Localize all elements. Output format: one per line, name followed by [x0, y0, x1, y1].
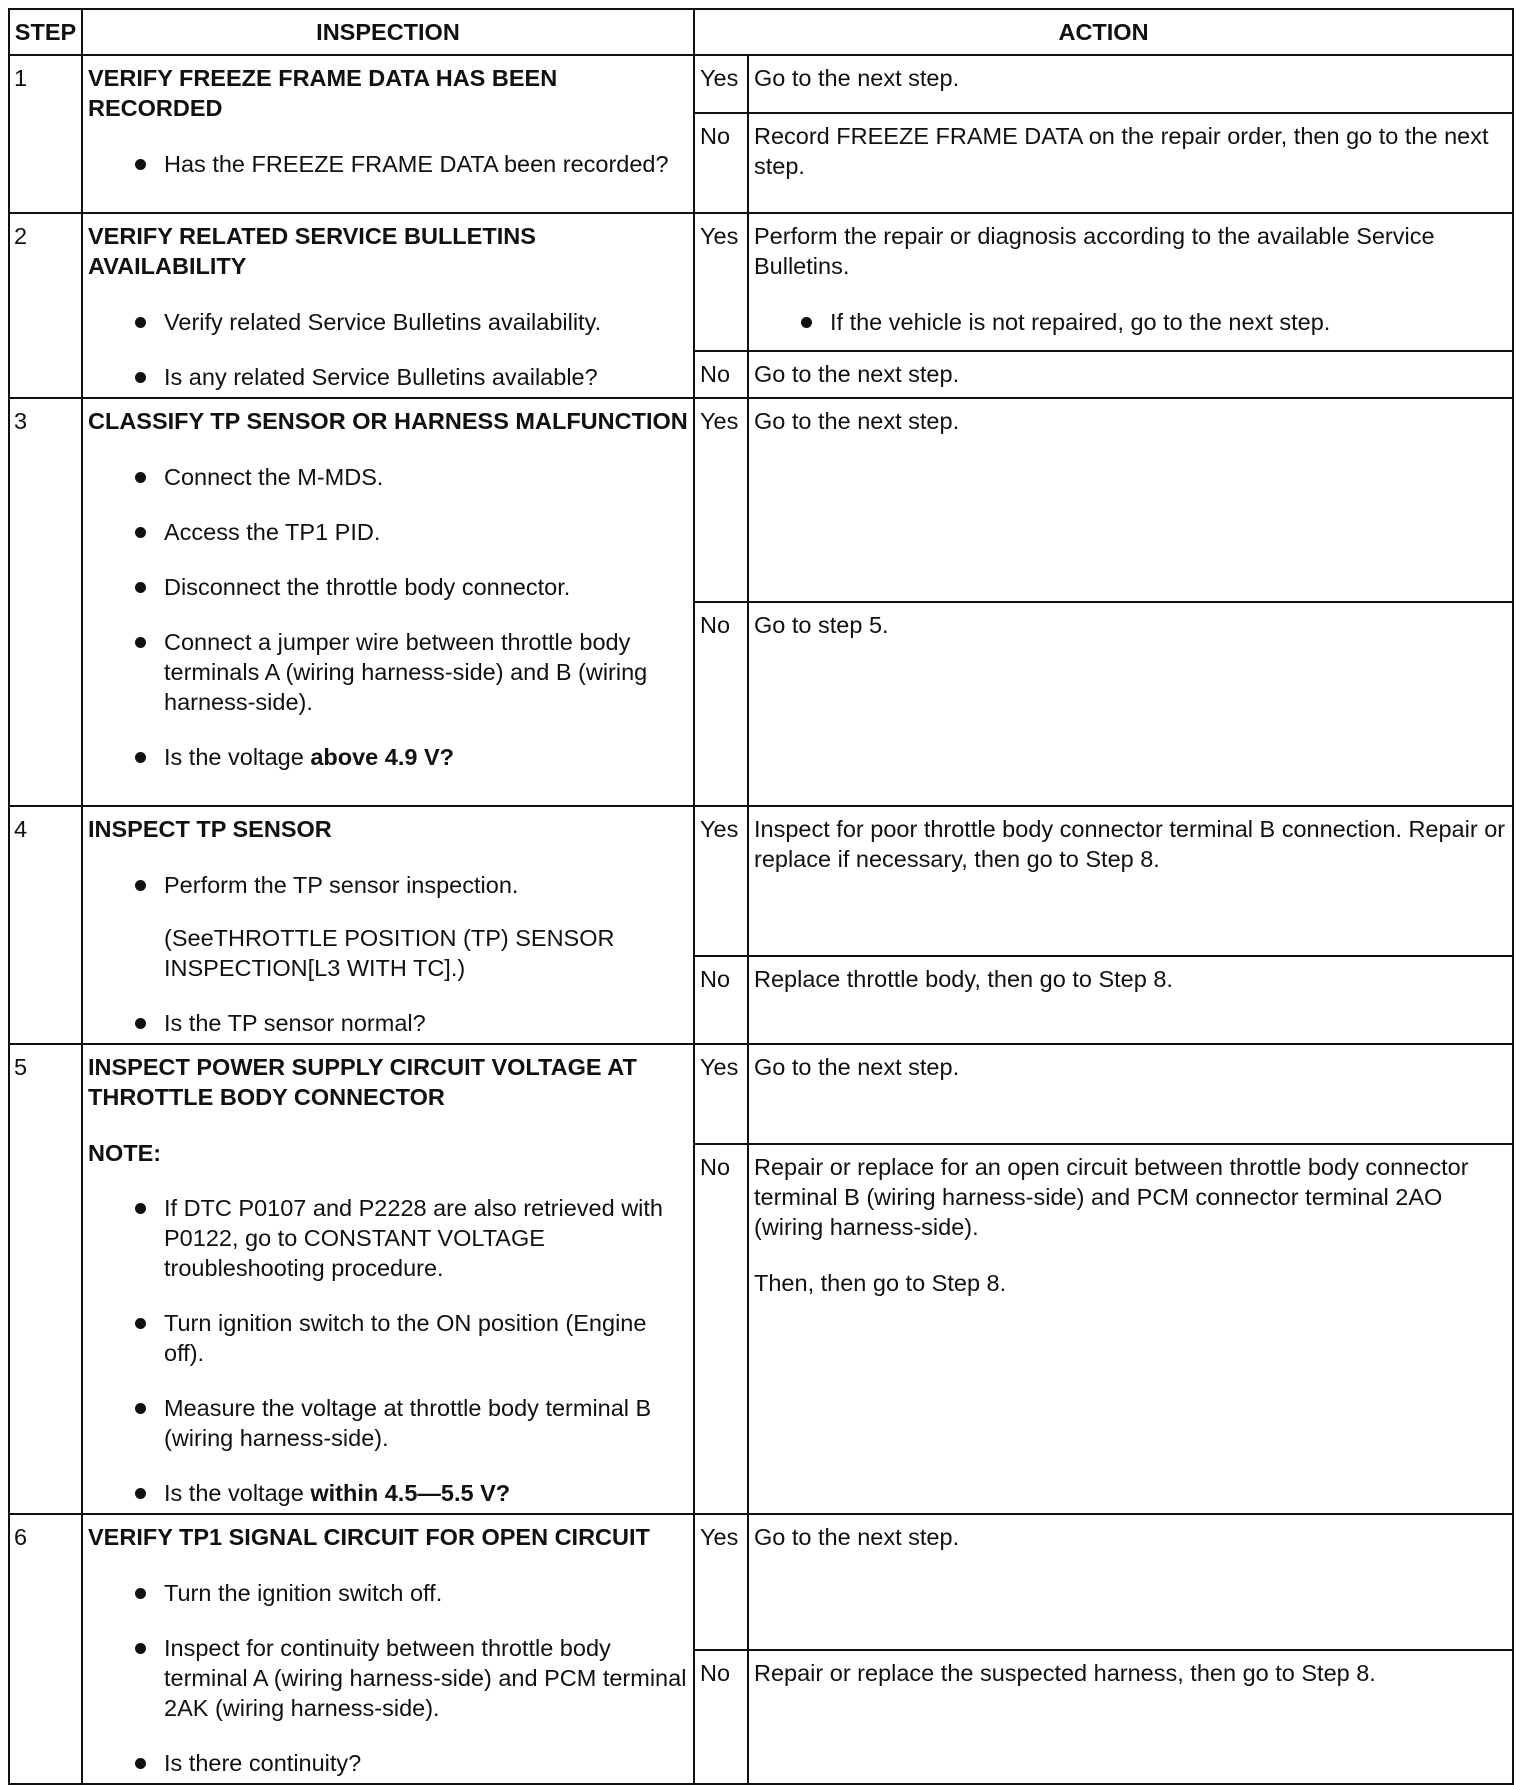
step-5-yes-row	[9, 1044, 1513, 1144]
inspection-list	[88, 1193, 688, 1508]
no-label: No	[694, 956, 748, 1044]
step-title: VERIFY RELATED SERVICE BULLETINS AVAILABILITY	[88, 223, 536, 279]
header-step: STEP	[9, 9, 82, 55]
no-action: Repair or replace for an open circuit between throttle body connector terminal B (wiring harness-side) and PCM connector terminal 2AO (wiring harness-side).	[754, 1154, 1469, 1240]
yes-action-cell	[748, 213, 1513, 351]
yes-label: Yes	[694, 213, 748, 351]
inspection-list	[88, 870, 688, 900]
no-action: Repair or replace the suspected harness, then go to Step 8.	[748, 1650, 1513, 1784]
no-action: Go to the next step.	[748, 351, 1513, 398]
yes-label: Yes	[694, 398, 748, 602]
no-action: Go to step 5.	[748, 602, 1513, 806]
question-value: within 4.5—5.5 V?	[310, 1480, 511, 1506]
yes-action: Go to the next step.	[748, 398, 1513, 602]
action-item: If the vehicle is not repaired, go to the next step.	[830, 307, 1507, 337]
inspection-item: Disconnect the throttle body connector.	[164, 572, 688, 602]
yes-label: Yes	[694, 1044, 748, 1144]
note-label: NOTE:	[88, 1140, 162, 1166]
step-6-yes-row	[9, 1514, 1513, 1650]
inspection-cell	[82, 806, 694, 1044]
header-action: ACTION	[694, 9, 1513, 55]
inspection-list	[88, 1578, 688, 1778]
no-action-cell	[748, 1144, 1513, 1514]
inspection-question	[164, 742, 688, 772]
step-title: CLASSIFY TP SENSOR OR HARNESS MALFUNCTION	[88, 408, 688, 434]
yes-label: Yes	[694, 1514, 748, 1650]
inspection-item: Verify related Service Bulletins availability.	[164, 307, 688, 337]
no-label: No	[694, 1650, 748, 1784]
step-2-yes-row	[9, 213, 1513, 351]
inspection-item: Measure the voltage at throttle body terminal B (wiring harness-side).	[164, 1393, 688, 1453]
step-title: INSPECT TP SENSOR	[88, 816, 332, 842]
no-label: No	[694, 602, 748, 806]
inspection-item: Connect a jumper wire between throttle body terminals A (wiring harness-side) and B (wiring harness-side).	[164, 627, 688, 717]
step-title: VERIFY FREEZE FRAME DATA HAS BEEN RECORDED	[88, 65, 558, 121]
yes-action: Go to the next step.	[748, 55, 1513, 113]
inspection-item: Is the TP sensor normal?	[164, 1008, 688, 1038]
no-label: No	[694, 1144, 748, 1514]
yes-action: Go to the next step.	[748, 1514, 1513, 1650]
inspection-item: Turn the ignition switch off.	[164, 1578, 688, 1608]
inspection-item: Is there continuity?	[164, 1748, 688, 1778]
inspection-cell	[82, 213, 694, 398]
yes-label: Yes	[694, 806, 748, 956]
inspection-item: Perform the TP sensor inspection.	[164, 870, 688, 900]
inspection-item: Inspect for continuity between throttle body terminal A (wiring harness-side) and PCM terminal 2AK (wiring harness-side).	[164, 1635, 687, 1721]
step-4-yes-row	[9, 806, 1513, 956]
inspection-list	[88, 1008, 688, 1038]
inspection-list	[88, 307, 688, 392]
inspection-question	[164, 1478, 688, 1508]
inspection-cell	[82, 55, 694, 213]
no-label: No	[694, 351, 748, 398]
no-action-followup: Then, then go to Step 8.	[754, 1270, 1007, 1296]
inspection-item: If DTC P0107 and P2228 are also retrieved with P0122, go to CONSTANT VOLTAGE troubleshooting procedure.	[164, 1193, 688, 1283]
no-label: No	[694, 113, 748, 213]
yes-label: Yes	[694, 55, 748, 113]
header-inspection: INSPECTION	[82, 9, 694, 55]
action-list	[754, 307, 1507, 337]
inspection-cell	[82, 398, 694, 806]
step-3-yes-row	[9, 398, 1513, 602]
question-text: Is the voltage	[164, 744, 311, 770]
yes-action: Perform the repair or diagnosis according to the available Service Bulletins.	[754, 223, 1435, 279]
step-title: VERIFY TP1 SIGNAL CIRCUIT FOR OPEN CIRCUIT	[88, 1524, 650, 1550]
question-text: Is the voltage	[164, 1480, 311, 1506]
no-action: Replace throttle body, then go to Step 8.	[748, 956, 1513, 1044]
step-number: 1	[9, 55, 82, 213]
yes-action: Go to the next step.	[748, 1044, 1513, 1144]
yes-action: Inspect for poor throttle body connector terminal B connection. Repair or replace if necessary, then go to Step 8.	[748, 806, 1513, 956]
diagnostic-table	[8, 8, 1514, 1785]
see-reference: (SeeTHROTTLE POSITION (TP) SENSOR INSPECTION[L3 WITH TC].)	[164, 925, 615, 981]
inspection-item: Access the TP1 PID.	[164, 517, 688, 547]
inspection-item: Connect the M-MDS.	[164, 462, 688, 492]
inspection-item: Is any related Service Bulletins available?	[164, 362, 688, 392]
inspection-cell	[82, 1514, 694, 1784]
step-1-yes-row	[9, 55, 1513, 113]
header-row	[9, 9, 1513, 55]
step-number: 6	[9, 1514, 82, 1784]
inspection-list	[88, 462, 688, 772]
inspection-item: Turn ignition switch to the ON position (Engine off).	[164, 1308, 688, 1368]
step-title: INSPECT POWER SUPPLY CIRCUIT VOLTAGE AT THROTTLE BODY CONNECTOR	[88, 1054, 637, 1110]
step-number: 3	[9, 398, 82, 806]
no-action: Record FREEZE FRAME DATA on the repair order, then go to the next step.	[748, 113, 1513, 213]
inspection-cell	[82, 1044, 694, 1514]
step-number: 2	[9, 213, 82, 398]
step-number: 4	[9, 806, 82, 1044]
inspection-list	[88, 149, 688, 179]
question-value: above 4.9 V?	[310, 744, 455, 770]
step-number: 5	[9, 1044, 82, 1514]
inspection-item: Has the FREEZE FRAME DATA been recorded?	[164, 149, 688, 179]
